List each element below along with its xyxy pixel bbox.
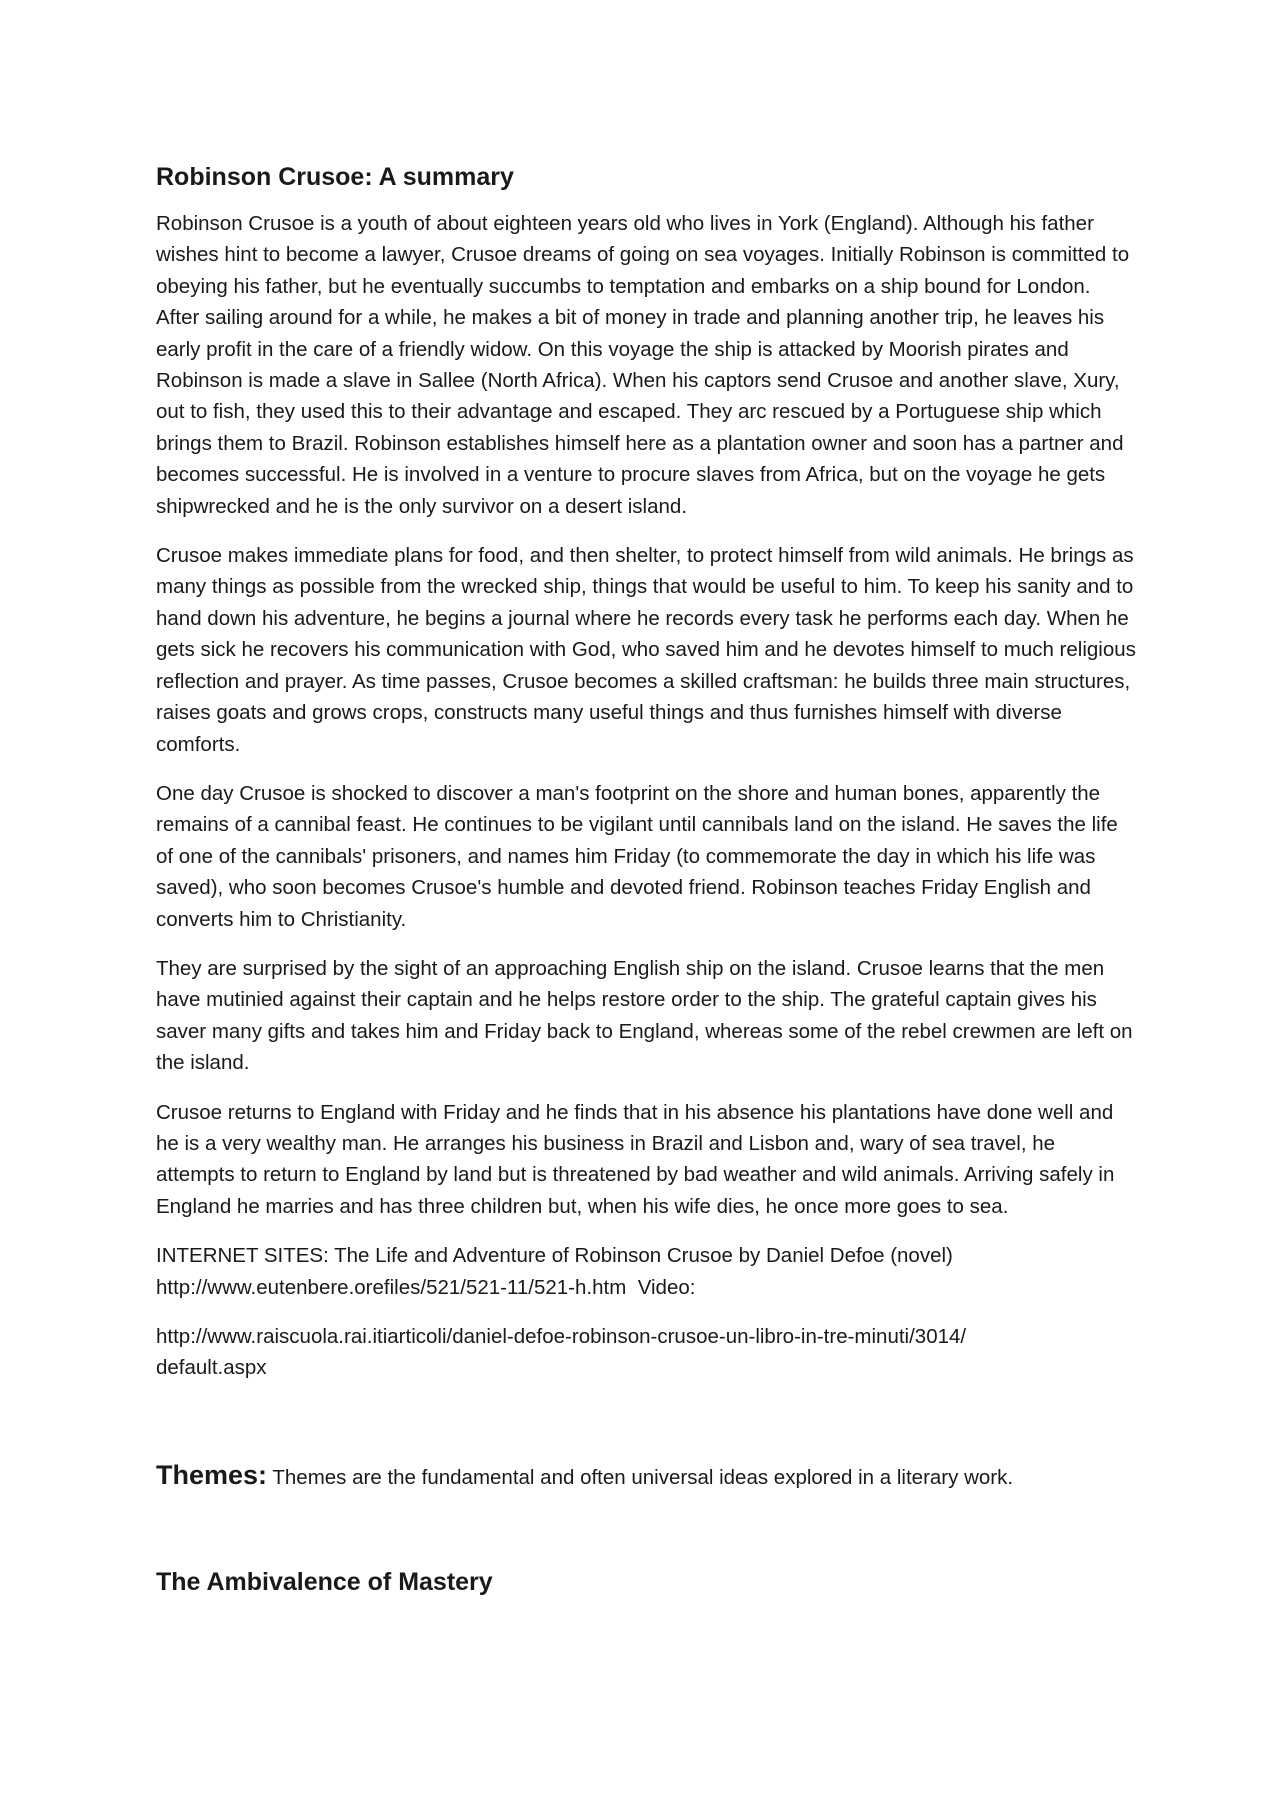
internet-sites xyxy=(156,1240,1136,1303)
video-url xyxy=(156,1321,1136,1384)
themes-section xyxy=(156,1460,1136,1493)
video-link-line-2: default.aspx xyxy=(156,1356,267,1380)
video-link-line-1: http://www.raiscuola.rai.itiarticoli/daniel-defoe-robinson-crusoe-un-libro-in-tre-minuti/3014/ xyxy=(156,1325,967,1348)
themes-text: Themes are the fundamental and often universal ideas explored in a literary work. xyxy=(272,1465,1014,1489)
internet-sites-label: INTERNET SITES: The Life and Adventure of Robinson Crusoe by Daniel Defoe (novel) xyxy=(156,1244,953,1268)
paragraph-3: One day Crusoe is shocked to discover a man's footprint on the shore and human bones, apparently the remains of a cannibal feast. He continues to be vigilant until cannibals land on the island. He saves the life of one of the cannibals' prisoners, and names him Friday (to commemorate the day in which his life was saved), who soon becomes Crusoe's humble and devoted friend. Robinson teaches Friday English and converts him to Christianity. xyxy=(156,781,1118,931)
video-link[interactable] xyxy=(156,1325,966,1379)
paragraph-2: Crusoe makes immediate plans for food, and then shelter, to protect himself from wild animals. He brings as many things as possible from the wrecked ship, things that would be useful to him. To keep his sanity and to hand down his adventure, he begins a journal where he records every task he performs each day. When he gets sick he recovers his communication with God, who saved him and he devotes himself to much religious reflection and prayer. As time passes, Crusoe becomes a skilled craftsman: he builds three main structures, raises goats and grows crops, constructs many useful things and thus furnishes himself with diverse comforts. xyxy=(156,544,1136,756)
video-label: Video: xyxy=(637,1275,696,1299)
internet-sites-url-line xyxy=(156,1272,1136,1303)
paragraph-5: Crusoe returns to England with Friday and he finds that in his absence his plantations have done well and he is a very wealthy man. He arranges his business in Brazil and Lisbon and, wary of sea travel, he attempts to return to England by land but is threatened by bad weather and wild animals. Arriving safely in England he marries and has three children but, when his wife dies, he once more goes to sea. xyxy=(156,1100,1115,1218)
paragraph-4: They are surprised by the sight of an approaching English ship on the island. Crusoe learns that the men have mutinied against their captain and he helps restore order to the ship. The grateful captain gives his saver many gifts and takes him and Friday back to England, whereas some of the rebel crewmen are left on the island. xyxy=(156,956,1133,1075)
section-heading: The Ambivalence of Mastery xyxy=(156,1568,493,1597)
paragraph-1: Robinson Crusoe is a youth of about eighteen years old who lives in York (England). Although his father wishes hint to become a lawyer, Crusoe dreams of going on sea voyages. Initially Robinson is committed to obeying his father, but he eventually succumbs to temptation and embarks on a ship bound for London. After sailing around for a while, he makes a bit of money in trade and planning another trip, he leaves his early profit in the care of a friendly widow. On this voyage the ship is attacked by Moorish pirates and Robinson is made a slave in Sallee (North Africa). When his captors send Crusoe and another slave, Xury, out to fish, they used this to their advantage and escaped. They arc rescued by a Portuguese ship which brings them to Brazil. Robinson establishes himself here as a plantation owner and soon has a partner and becomes successful. He is involved in a venture to procure slaves from Africa, but on the voyage he gets shipwrecked and he is the only survivor on a desert island. xyxy=(156,212,1130,518)
document-page xyxy=(156,150,1136,1597)
document-title: Robinson Crusoe: A summary xyxy=(156,163,514,191)
novel-link[interactable]: http://www.eutenbere.orefiles/521/521-11/521-h.htm xyxy=(156,1275,627,1299)
themes-label: Themes: xyxy=(156,1459,268,1490)
